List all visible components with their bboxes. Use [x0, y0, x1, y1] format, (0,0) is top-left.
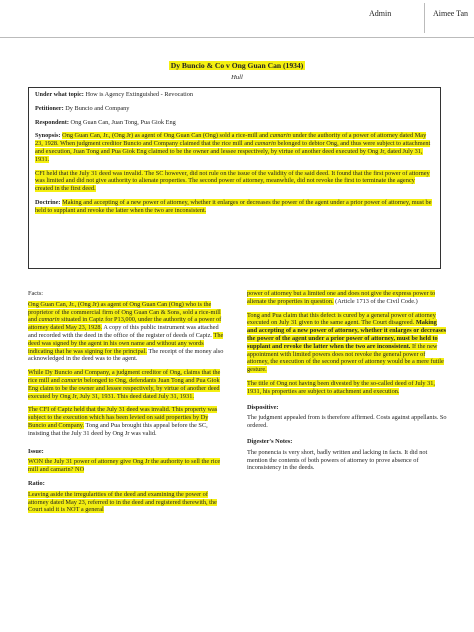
digest-summary-box — [28, 87, 441, 269]
synopsis-paragraph: Synopsis: Ong Guan Can, Jr., (Ong Jr) as agent of Ong Guan Can (Ong) sold a rice-mill and camarin under the authority of a power of attorney dated May 23, 1928. When judgment creditor Buncio and Company claimed that the rice mill and camarin belonged to debtor Ong, and thus were subject to attachment and execution, Juan Tong and Pua Giok Eng claimed to be the owner and lessee respectively, by virtue of another deed executed by Ong Jr, dated July 31, 1931. — [35, 132, 431, 163]
case-title-block — [0, 55, 474, 81]
header-divider — [424, 3, 425, 33]
ratio-conclusion-paragraph: The title of Ong not having been divested by the so-called deed of July 31, 1931, his properties are subject to attachment and execution. — [247, 379, 435, 395]
ratio-label: Ratio: — [28, 479, 45, 487]
ratio-continued-paragraph: power of attorney but a limited one and does not give the express power to alienate the properties in question. (Article 1713 of the Civil Code.) — [247, 290, 436, 305]
respondent-text: Ong Guan Can, Juan Tong, Pua Giok Eng — [70, 118, 176, 126]
author-link[interactable]: Admin — [369, 9, 392, 18]
ratio-revocation-paragraph: Tong and Pua claim that this defect is cured by a general power of attorney executed on July 31 given to the same agent. The Court disagreed. Making and accepting of a new power of attorney, whether it enlarges or decreases the power of the agent under a prior power of attorney, must be held to supplant and revoke the latter when the two are inconsistent. If the new appointment with limited powers does not revoke the general power of attorney, the execution of the second power of attorney would be a mere futile gesture. — [247, 311, 447, 374]
digester-notes-label: Digester's Notes: — [247, 437, 293, 445]
issue-label: Issue: — [28, 447, 44, 455]
petitioner-text: Dy Buncio and Company — [65, 104, 130, 112]
facts-paragraph-3: The CFI of Capiz held that the July 31 deed was invalid. This property was subject to the execution which has been levied on said properties by Dy Buncio and Company. Tong and Pua brought this appeal before the SC, insisting that the July 31 deed by Ong Jr was valid. — [28, 406, 218, 437]
uploader-name-link[interactable]: Aimee Tan — [433, 9, 469, 18]
digester-notes-text: The ponencia is very short, badly written and lacking in facts. It did not mention the contents of both powers of attorney to prove absence of inconsistency in the deeds. — [247, 448, 428, 472]
topic-text: How is Agency Extinguished - Revocation — [85, 91, 193, 98]
dispositive-label: Dispositive: — [247, 403, 279, 411]
topic-line: Under what topic: How is Agency Extinguished - Revocation — [35, 91, 193, 98]
ponente: Hull — [231, 74, 243, 81]
issue-text: WON the July 31 power of attorney give Ong Jr the authority to sell the rice mill and camarin? NO — [28, 458, 221, 474]
facts-paragraph-1: Ong Guan Can, Jr., (Ong Jr) as agent of Ong Guan Can (Ong) who is the proprietor of the commercial firm of Ong Guan Can & Sons, sold a rice-mill and camarin situated in Capiz for P13,000, under the authority of a power of attorney dated May 23, 1928. A copy of this public instrument was attached and recorded with the deed in the office of the register of deeds of Capiz. The deed was signed by the agent in his own name and without any words indicating that he was signing for the principal. The receipt of the money also acknowledged in the deed was to the agent. — [28, 300, 224, 363]
page-header — [0, 0, 474, 38]
dispositive-text: The judgment appealed from is therefore affirmed. Costs against appellants. So ordered. — [247, 414, 447, 430]
respondent-line: Respondent: Ong Guan Can, Juan Tong, Pua Giok Eng — [35, 118, 176, 126]
case-title: Dy Buncio & Co v Ong Guan Can (1934) — [170, 61, 304, 70]
held-paragraph: CFI held that the July 31 deed was invalid. The SC however, did not rule on the issue of the validity of the said deed. It found that the first power of attorney was limited and did not give authority to alienate properties. The second power of attorney, meanwhile, did not revoke the first to terminate the agency created in the first deed. — [35, 169, 430, 193]
petitioner-line: Petitioner: Dy Buncio and Company — [35, 104, 130, 112]
right-column — [247, 290, 447, 478]
facts-label: Facts: — [28, 290, 44, 297]
ratio-text: Leaving aside the irregularities of the deed and examining the power of attorney dated May 23, referred to in the deed and registered therewith, the Court said it is NOT a general — [28, 490, 217, 514]
facts-paragraph-2: While Dy Buncio and Company, a judgment creditor of Ong, claims that the rice mill and camarin belonged to Ong, defendants Juan Tong and Pua Giok Eng claim to be the owner and lessee respectively, by virtue of another deed executed by Ong Jr, July 31, 1931. This deed dated July 31, 1931. — [28, 369, 221, 400]
doctrine-paragraph: Doctrine: Making and accepting of a new power of attorney, whether it enlarges or decreases the power of the agent under a prior power of attorney, must be held to supplant and revoke the latter when the two are inconsistent. — [35, 198, 432, 214]
left-column — [28, 290, 228, 520]
